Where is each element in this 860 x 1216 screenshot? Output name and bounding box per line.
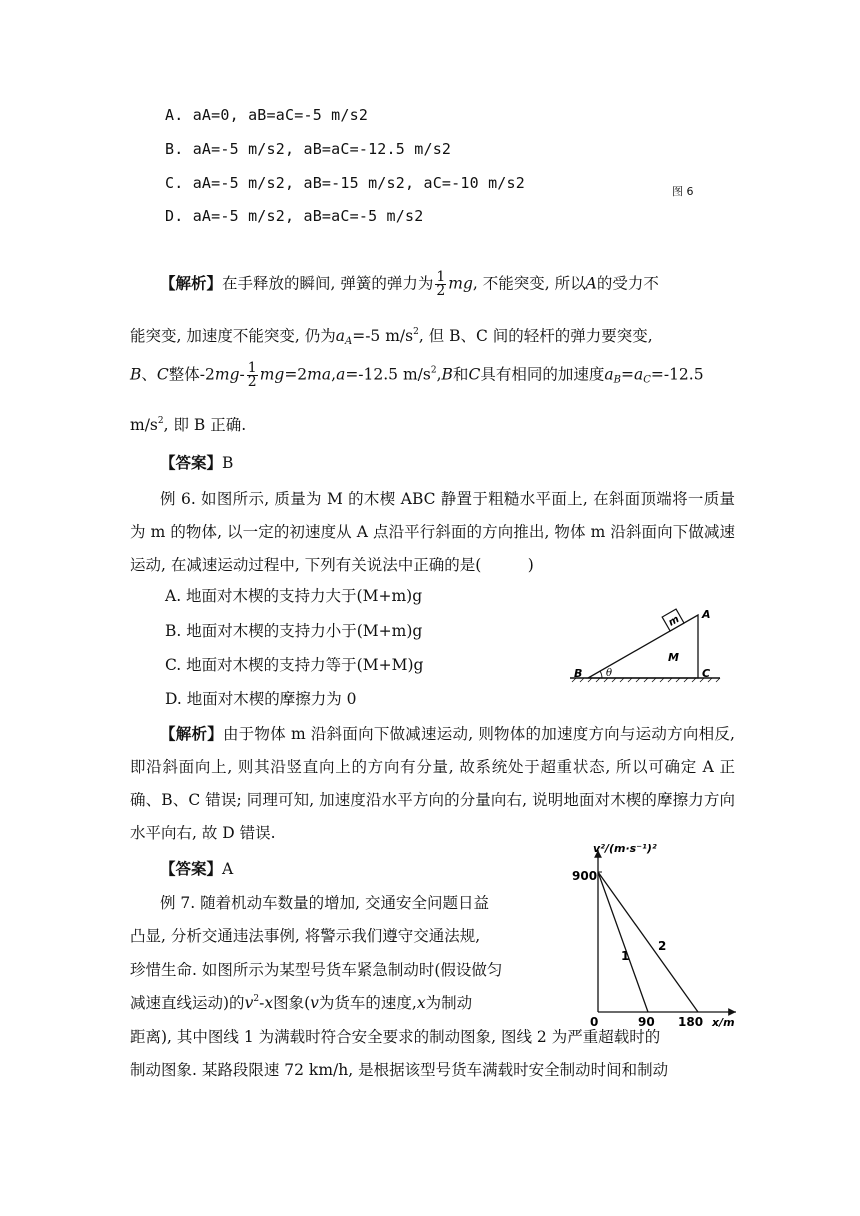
q6-option-b: B. 地面对木楔的支持力小于(M+m)g — [165, 622, 423, 640]
analysis5-line2: 能突变, 加速度不能突变, 仍为$a_A=-5$ $m/s^2$, 但 B、C 间的轻杆的弹力要突变, — [130, 327, 653, 347]
analysis5-line4: $m/s^2$, 即 B 正确. — [130, 416, 247, 434]
q6-text: 例 6. 如图所示, 质量为 M 的木楔 ABC 静置于粗糙水平面上, 在斜面顶端将一质量为 m 的物体, 以一定的初速度从 A 点沿平行斜面的方向推出, 物体 m 沿斜面向下做减速运动, 在减速运动过程中, 下列有关说法中正确的是( ) — [130, 490, 735, 574]
analysis5-line1: 【解析】在手释放的瞬间, 弹簧的弹力为 $\frac{1}{2}$ mg, 不能突变, 所以A的受力不 — [160, 269, 659, 299]
series-line-1 — [598, 872, 648, 1012]
analysis6: 【解析】由于物体 m 沿斜面向下做减速运动, 则物体的加速度方向与运动方向相反, 即沿斜面向上, 则其沿竖直向上的方向有分量, 故系统处于超重状态, 所以可确定 A 正确、B、C 错误; 同理可知, 加速度沿水平方向的分量向右, 说明地面对木楔的摩擦力方向水平向右, 故 D 错误. — [130, 725, 735, 842]
y-tick-900: 900 — [572, 869, 598, 883]
line1-label: 1 — [621, 949, 630, 963]
analysis5-tag: 【解析】 — [160, 274, 223, 293]
answer6: 【答案】A — [160, 860, 234, 878]
v2-x-chart — [572, 840, 748, 1029]
label-C: C — [702, 667, 711, 680]
svg-text:m: m — [666, 613, 682, 629]
q7-line4: 减速直线运动)的$v^2-x$图象(v为货车的速度,x为制动 — [130, 994, 473, 1012]
line2-label: 2 — [658, 939, 667, 953]
q5-option-c: C. aA=-5 m/s2, aB=-15 m/s2, aC=-10 m/s2 — [165, 174, 525, 192]
q6-option-c: C. 地面对木楔的支持力等于(M+M)g — [165, 656, 424, 674]
q7-line2: 凸显, 分析交通违法事例, 将警示我们遵守交通法规, — [130, 927, 481, 945]
q7-line5: 距离), 其中图线 1 为满载时符合安全要求的制动图象, 图线 2 为严重超载时的 — [130, 1028, 661, 1046]
origin-label: 0 — [590, 1015, 599, 1029]
q5-option-d: D. aA=-5 m/s2, aB=aC=-5 m/s2 — [165, 207, 424, 225]
fraction-half: $\frac{1}{2}$ — [436, 269, 446, 299]
wedge-figure — [560, 585, 730, 695]
block-m — [662, 609, 684, 631]
q7-line3: 珍惜生命. 如图所示为某型号货车紧急制动时(假设做匀 — [130, 961, 503, 979]
q7-line6: 制动图象. 某路段限速 72 km/h, 是根据该型号货车满载时安全制动时间和制动 — [130, 1061, 669, 1079]
answer5: 【答案】B — [160, 454, 234, 472]
series-line-2 — [598, 872, 698, 1012]
fig6-label: 图 6 — [672, 185, 694, 198]
y-axis-label: v²/(m·s⁻¹)² — [593, 842, 657, 855]
x-tick-90: 90 — [638, 1015, 655, 1029]
q5-option-b: B. aA=-5 m/s2, aB=aC=-12.5 m/s2 — [165, 140, 452, 158]
label-theta: θ — [606, 668, 613, 679]
q5-option-a: A. aA=0, aB=aC=-5 m/s2 — [165, 106, 369, 124]
label-A: A — [702, 608, 711, 621]
x-tick-180: 180 — [678, 1015, 704, 1029]
x-axis-label: x/m — [712, 1016, 735, 1029]
q6-option-a: A. 地面对木楔的支持力大于(M+m)g — [165, 587, 423, 605]
q6-option-d: D. 地面对木楔的摩擦力为 0 — [165, 690, 357, 708]
q7-line1: 例 7. 随着机动车数量的增加, 交通安全问题日益 — [160, 894, 489, 912]
analysis5-line3: B、C整体-2mg- $\frac{1}{2}$ mg=2ma,a=-12.5 $m/s^2,B$和C具有相同的加速度$a_B=a_C=-12.5$ — [130, 360, 704, 390]
label-M: M — [668, 651, 679, 664]
fraction-half-2: $\frac{1}{2}$ — [247, 360, 257, 390]
label-B: B — [574, 667, 583, 680]
